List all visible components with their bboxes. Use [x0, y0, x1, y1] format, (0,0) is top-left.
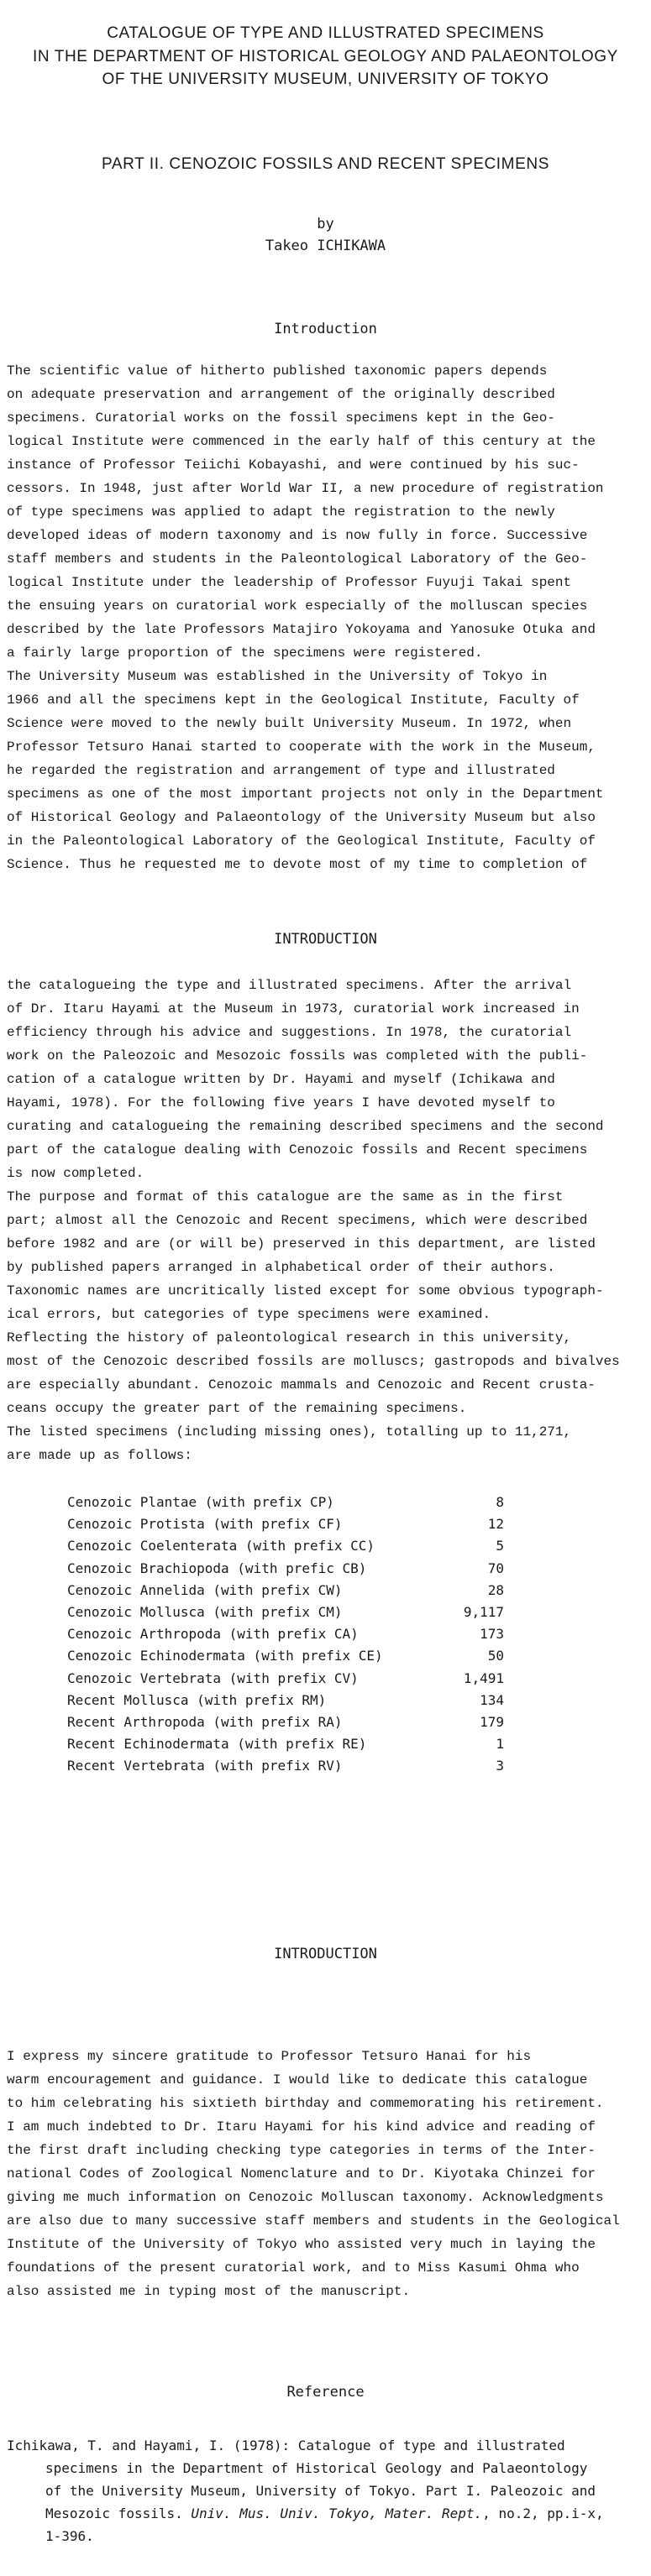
- part-title: PART II. CENOZOIC FOSSILS AND RECENT SPECIMENS: [102, 155, 549, 173]
- specimen-row: [67, 1602, 504, 1623]
- text-line: on adequate preservation and arrangement of the originally described: [7, 387, 555, 402]
- text-line: part of the catalogue dealing with Cenozoic fossils and Recent specimens: [7, 1142, 588, 1157]
- specimen-count: 134: [480, 1691, 504, 1708]
- text-line: to him celebrating his sixtieth birthday and commemorating his retirement.: [7, 2096, 604, 2111]
- text-line: in the Paleontological Laboratory of the Geological Institute, Faculty of: [7, 833, 596, 849]
- specimen-group: Cenozoic Coelenterata (with prefix CC): [67, 1538, 375, 1554]
- text-line: most of the Cenozoic described fossils are molluscs; gastropods and bivalves: [7, 1354, 620, 1369]
- section-1-text: [7, 359, 651, 876]
- text-line: I express my sincere gratitude to Professor Tetsuro Hanai for his: [7, 2049, 532, 2064]
- text-line: specimens as one of the most important projects not only in the Department: [7, 786, 604, 802]
- text-line: the catalogueing the type and illustrated specimens. After the arrival: [7, 978, 572, 993]
- text-line: by published papers arranged in alphabetical order of their authors.: [7, 1260, 555, 1275]
- text-line: cation of a catalogue written by Dr. Hayami and myself (Ichikawa and: [7, 1072, 555, 1087]
- section-heading-2: INTRODUCTION: [274, 931, 377, 948]
- specimen-row: [67, 1645, 504, 1667]
- specimen-count: 9,117: [463, 1603, 504, 1620]
- section-heading-3: INTRODUCTION: [274, 1946, 377, 1962]
- text-line: Reflecting the history of paleontological research in this university,: [7, 1330, 572, 1345]
- specimen-count: 70: [487, 1560, 504, 1576]
- text-line: ceans occupy the greater part of the remaining specimens.: [7, 1401, 467, 1416]
- text-line: I am much indebted to Dr. Itaru Hayami for his kind advice and reading of: [7, 2119, 596, 2134]
- specimen-count: 50: [487, 1648, 504, 1664]
- text-line: The scientific value of hitherto published taxonomic papers depends: [7, 363, 548, 379]
- specimen-group: Cenozoic Annelida (with prefix CW): [67, 1581, 343, 1598]
- text-line: Institute of the University of Tokyo who assisted very much in laying the: [7, 2237, 596, 2252]
- text-line: Science were moved to the newly built University Museum. In 1972, when: [7, 716, 572, 731]
- text-line: giving me much information on Cenozoic Molluscan taxonomy. Acknowledgments: [7, 2190, 604, 2205]
- ref-line-4: [7, 2502, 651, 2525]
- text-line: The purpose and format of this catalogue are the same as in the first: [7, 1189, 564, 1204]
- text-line: staff members and students in the Paleontological Laboratory of the Geo-: [7, 551, 588, 567]
- text-line: Science. Thus he requested me to devote most of my time to completion of: [7, 857, 588, 872]
- text-line: 1966 and all the specimens kept in the Geological Institute, Faculty of: [7, 692, 580, 708]
- text-line: curating and catalogueing the remaining described specimens and the second: [7, 1119, 604, 1134]
- specimen-row: [67, 1492, 504, 1513]
- specimen-group: Cenozoic Plantae (with prefix CP): [67, 1494, 334, 1510]
- specimen-count: 3: [496, 1758, 504, 1774]
- text-line: national Codes of Zoological Nomenclature and to Dr. Kiyotaka Chinzei for: [7, 2166, 596, 2182]
- specimen-row: [67, 1558, 504, 1580]
- specimen-count: 1,491: [463, 1669, 504, 1686]
- text-line: before 1982 and are (or will be) preserved in this department, are listed: [7, 1236, 596, 1251]
- specimen-group: Cenozoic Echinodermata (with prefix CE): [67, 1648, 383, 1664]
- specimen-group: Cenozoic Protista (with prefix CF): [67, 1516, 343, 1533]
- text-line: the first draft including checking type categories in terms of the Inter-: [7, 2143, 596, 2158]
- specimen-row: [67, 1733, 504, 1755]
- specimen-row: [67, 1513, 504, 1535]
- text-line: are also due to many successive staff members and students in the Geological: [7, 2213, 620, 2229]
- text-line: ical errors, but categories of type specimens were examined.: [7, 1307, 491, 1322]
- specimen-count: 28: [487, 1581, 504, 1598]
- section-heading-introduction: Introduction: [274, 321, 377, 337]
- specimen-group: Cenozoic Vertebrata (with prefix CV): [67, 1669, 359, 1686]
- text-line: also assisted me in typing most of the manuscript.: [7, 2284, 411, 2299]
- text-line: logical Institute under the leadership of Professor Fuyuji Takai spent: [7, 575, 572, 590]
- text-line: part; almost all the Cenozoic and Recent specimens, which were described: [7, 1213, 588, 1228]
- specimen-row: [67, 1623, 504, 1645]
- text-line: specimens. Curatorial works on the fossil specimens kept in the Geo-: [7, 410, 555, 426]
- text-line: of Historical Geology and Palaeontology of the University Museum but also: [7, 810, 596, 825]
- specimen-row: [67, 1755, 504, 1777]
- byline: [0, 213, 651, 258]
- text-line: of Dr. Itaru Hayami at the Museum in 1973, curatorial work increased in: [7, 1001, 580, 1016]
- text-line: he regarded the registration and arrangement of type and illustrated: [7, 763, 555, 778]
- text-line: Professor Tetsuro Hanai started to cooperate with the work in the Museum,: [7, 739, 596, 755]
- ref-line-2: specimens in the Department of Historical Geology and Palaeontology: [45, 2460, 588, 2476]
- specimen-group: Recent Vertebrata (with prefix RV): [67, 1758, 343, 1774]
- specimen-count-list: [67, 1492, 504, 1777]
- specimen-row: [67, 1690, 504, 1711]
- specimen-group: Recent Mollusca (with prefix RM): [67, 1691, 327, 1708]
- text-line: The University Museum was established in the University of Tokyo in: [7, 669, 548, 684]
- text-line: foundations of the present curatorial work, and to Miss Kasumi Ohma who: [7, 2260, 580, 2276]
- specimen-count: 1: [496, 1736, 504, 1753]
- specimen-count: 5: [496, 1538, 504, 1554]
- text-line: the ensuing years on curatorial work especially of the molluscan species: [7, 598, 588, 614]
- specimen-count: 173: [480, 1626, 504, 1643]
- text-line: The listed specimens (including missing ones), totalling up to 11,271,: [7, 1424, 572, 1440]
- text-line: Taxonomic names are uncritically listed except for some obvious typograph-: [7, 1283, 604, 1298]
- title-line-2: IN THE DEPARTMENT OF HISTORICAL GEOLOGY AND PALAEONTOLOGY: [33, 47, 618, 65]
- ref-line-5: 1-396.: [45, 2528, 94, 2544]
- by-label: by: [317, 216, 334, 233]
- specimen-count: 8: [496, 1494, 504, 1510]
- text-line: of type specimens was applied to adapt the registration to the newly: [7, 504, 555, 520]
- text-line: developed ideas of modern taxonomy and is now fully in force. Successive: [7, 528, 588, 543]
- text-line: cessors. In 1948, just after World War II, a new procedure of registration: [7, 481, 604, 496]
- text-line: a fairly large proportion of the specimens were registered.: [7, 645, 483, 661]
- ref-journal: Univ. Mus. Univ. Tokyo, Mater. Rept.: [191, 2505, 483, 2521]
- reference-entry: [7, 2434, 651, 2547]
- text-line: warm encouragement and guidance. I would like to dedicate this catalogue: [7, 2072, 588, 2087]
- text-line: Hayami, 1978). For the following five years I have devoted myself to: [7, 1095, 555, 1110]
- specimen-row: [67, 1668, 504, 1690]
- author-name: Takeo ICHIKAWA: [265, 238, 386, 255]
- text-line: work on the Paleozoic and Mesozoic fossils was completed with the publi-: [7, 1048, 588, 1063]
- text-line: are especially abundant. Cenozoic mammals and Cenozoic and Recent crusta-: [7, 1377, 596, 1393]
- specimen-count: 179: [480, 1713, 504, 1730]
- specimen-row: [67, 1535, 504, 1557]
- specimen-row: [67, 1711, 504, 1733]
- text-line: instance of Professor Teiichi Kobayashi, and were continued by his suc-: [7, 457, 580, 473]
- section-2-text: [7, 974, 651, 1467]
- specimen-group: Cenozoic Brachiopoda (with prefic CB): [67, 1560, 367, 1576]
- text-line: are made up as follows:: [7, 1448, 192, 1463]
- ref-line-4-text: Mesozoic fossils.: [45, 2505, 192, 2521]
- text-line: efficiency through his advice and suggestions. In 1978, the curatorial: [7, 1025, 572, 1040]
- specimen-count: 12: [487, 1516, 504, 1533]
- ref-line-1: Ichikawa, T. and Hayami, I. (1978): Catalogue of type and illustrated: [7, 2438, 565, 2453]
- specimen-row: [67, 1580, 504, 1602]
- text-line: described by the late Professors Matajiro Yokoyama and Yanosuke Otuka and: [7, 622, 596, 637]
- title-line-3: OF THE UNIVERSITY MUSEUM, UNIVERSITY OF TOKYO: [102, 71, 549, 89]
- reference-heading: Reference: [286, 2384, 365, 2401]
- specimen-group: Recent Arthropoda (with prefix RA): [67, 1713, 343, 1730]
- acknowledgments-text: [7, 2045, 651, 2303]
- document-title: [0, 22, 651, 91]
- specimen-group: Cenozoic Arthropoda (with prefix CA): [67, 1626, 359, 1643]
- text-line: logical Institute were commenced in the early half of this century at the: [7, 434, 596, 449]
- specimen-group: Cenozoic Mollusca (with prefix CM): [67, 1603, 343, 1620]
- text-line: is now completed.: [7, 1166, 144, 1181]
- ref-line-3: of the University Museum, University of Tokyo. Part I. Paleozoic and: [45, 2483, 596, 2499]
- ref-line-4-tail: , no.2, pp.i-x,: [482, 2505, 604, 2521]
- specimen-group: Recent Echinodermata (with prefix RE): [67, 1736, 367, 1753]
- title-line-1: CATALOGUE OF TYPE AND ILLUSTRATED SPECIMENS: [107, 24, 544, 42]
